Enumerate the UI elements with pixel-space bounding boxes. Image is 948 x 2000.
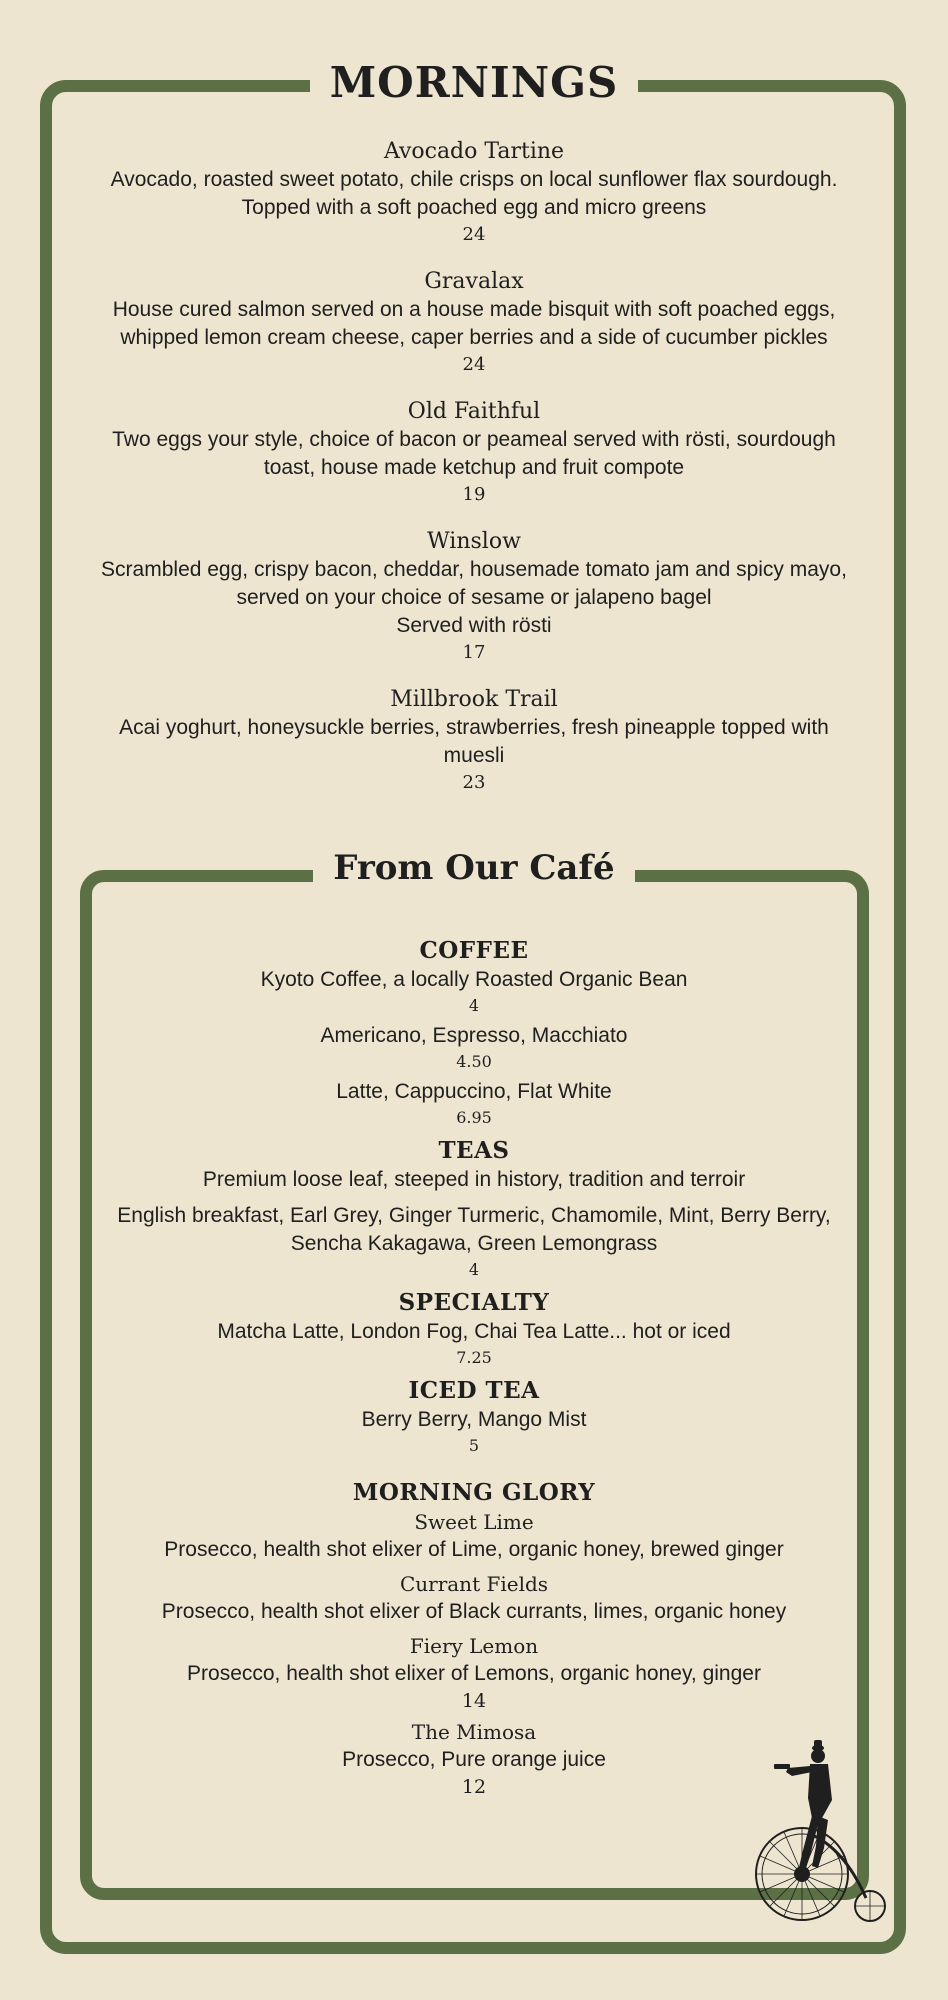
mornings-title: MORNINGS — [0, 58, 948, 107]
cocktail-description: Prosecco, health shot elixer of Lime, organic honey, brewed ginger — [164, 1538, 784, 1561]
menu-item-winslow — [90, 528, 858, 666]
iced-tea-heading: ICED TEA — [408, 1377, 540, 1404]
coffee-price: 4 — [468, 996, 480, 1015]
teas-list: English breakfast, Earl Grey, Ginger Turmeric, Chamomile, Mint, Berry Berry, Sencha Kakagawa, Green Lemongrass — [117, 1204, 831, 1255]
teas-heading: TEAS — [438, 1137, 510, 1164]
coffee-line: Americano, Espresso, Macchiato — [320, 1024, 628, 1047]
menu-item-gravalax — [90, 268, 858, 378]
cocktail-name: Fiery Lemon — [409, 1634, 539, 1658]
item-description: Avocado, roasted sweet potato, chile crisps on local sunflower flax sourdough. Topped with a soft poached egg and micro greens — [110, 168, 838, 219]
cocktail-name: The Mimosa — [411, 1720, 537, 1744]
menu-item-avocado-tartine — [90, 138, 858, 248]
cocktail-description: Prosecco, health shot elixer of Black currants, limes, organic honey — [161, 1600, 787, 1623]
coffee-price: 6.95 — [456, 1108, 492, 1127]
cocktail-name: Sweet Lime — [414, 1510, 534, 1534]
item-name: Gravalax — [424, 269, 524, 294]
coffee-heading: COFFEE — [419, 937, 529, 964]
mornings-section — [90, 138, 858, 816]
item-description: Two eggs your style, choice of bacon or peameal served with rösti, sourdough toast, house made ketchup and fruit compote — [112, 428, 836, 479]
iced-tea-line: Berry Berry, Mango Mist — [361, 1408, 587, 1431]
item-description: Scrambled egg, crispy bacon, cheddar, housemade tomato jam and spicy mayo, served on your choice of sesame or jalapeno bagel — [101, 558, 847, 609]
item-description: House cured salmon served on a house made bisquit with soft poached eggs, whipped lemon cream cheese, caper berries and a side of cucumber pickles — [112, 298, 836, 349]
item-price: 24 — [462, 224, 486, 245]
item-price: 24 — [462, 354, 486, 375]
coffee-line: Kyoto Coffee, a locally Roasted Organic Bean — [260, 968, 688, 991]
item-price: 17 — [462, 642, 486, 663]
item-name: Winslow — [427, 529, 521, 554]
cocktail-price: 12 — [461, 1776, 487, 1798]
iced-tea-price: 5 — [468, 1436, 480, 1455]
cafe-section — [100, 930, 848, 1804]
menu-item-old-faithful — [90, 398, 858, 508]
item-price: 19 — [462, 484, 486, 505]
cocktail-price: 14 — [461, 1690, 487, 1712]
teas-intro: Premium loose leaf, steeped in history, tradition and terroir — [202, 1168, 746, 1191]
cafe-title: From Our Café — [20, 848, 928, 888]
item-note: Served with rösti — [396, 614, 552, 637]
specialty-line: Matcha Latte, London Fog, Chai Tea Latte... hot or iced — [217, 1320, 731, 1343]
penny-farthing-rider-icon — [748, 1738, 898, 1928]
coffee-price: 4.50 — [456, 1052, 492, 1071]
cocktail-description: Prosecco, health shot elixer of Lemons, organic honey, ginger — [187, 1662, 761, 1685]
item-name: Old Faithful — [407, 399, 541, 424]
menu-item-millbrook-trail — [90, 686, 858, 796]
item-description: Acai yoghurt, honeysuckle berries, strawberries, fresh pineapple topped with muesli — [119, 716, 829, 767]
coffee-line: Latte, Cappuccino, Flat White — [336, 1080, 612, 1103]
morning-glory-heading: MORNING GLORY — [352, 1479, 596, 1506]
cocktail-name: Currant Fields — [399, 1572, 549, 1596]
teas-price: 4 — [468, 1260, 480, 1279]
item-name: Millbrook Trail — [390, 687, 558, 712]
specialty-price: 7.25 — [456, 1348, 492, 1367]
specialty-heading: SPECIALTY — [398, 1289, 550, 1316]
item-name: Avocado Tartine — [383, 139, 565, 164]
item-price: 23 — [462, 772, 486, 793]
cocktail-description: Prosecco, Pure orange juice — [342, 1748, 606, 1771]
